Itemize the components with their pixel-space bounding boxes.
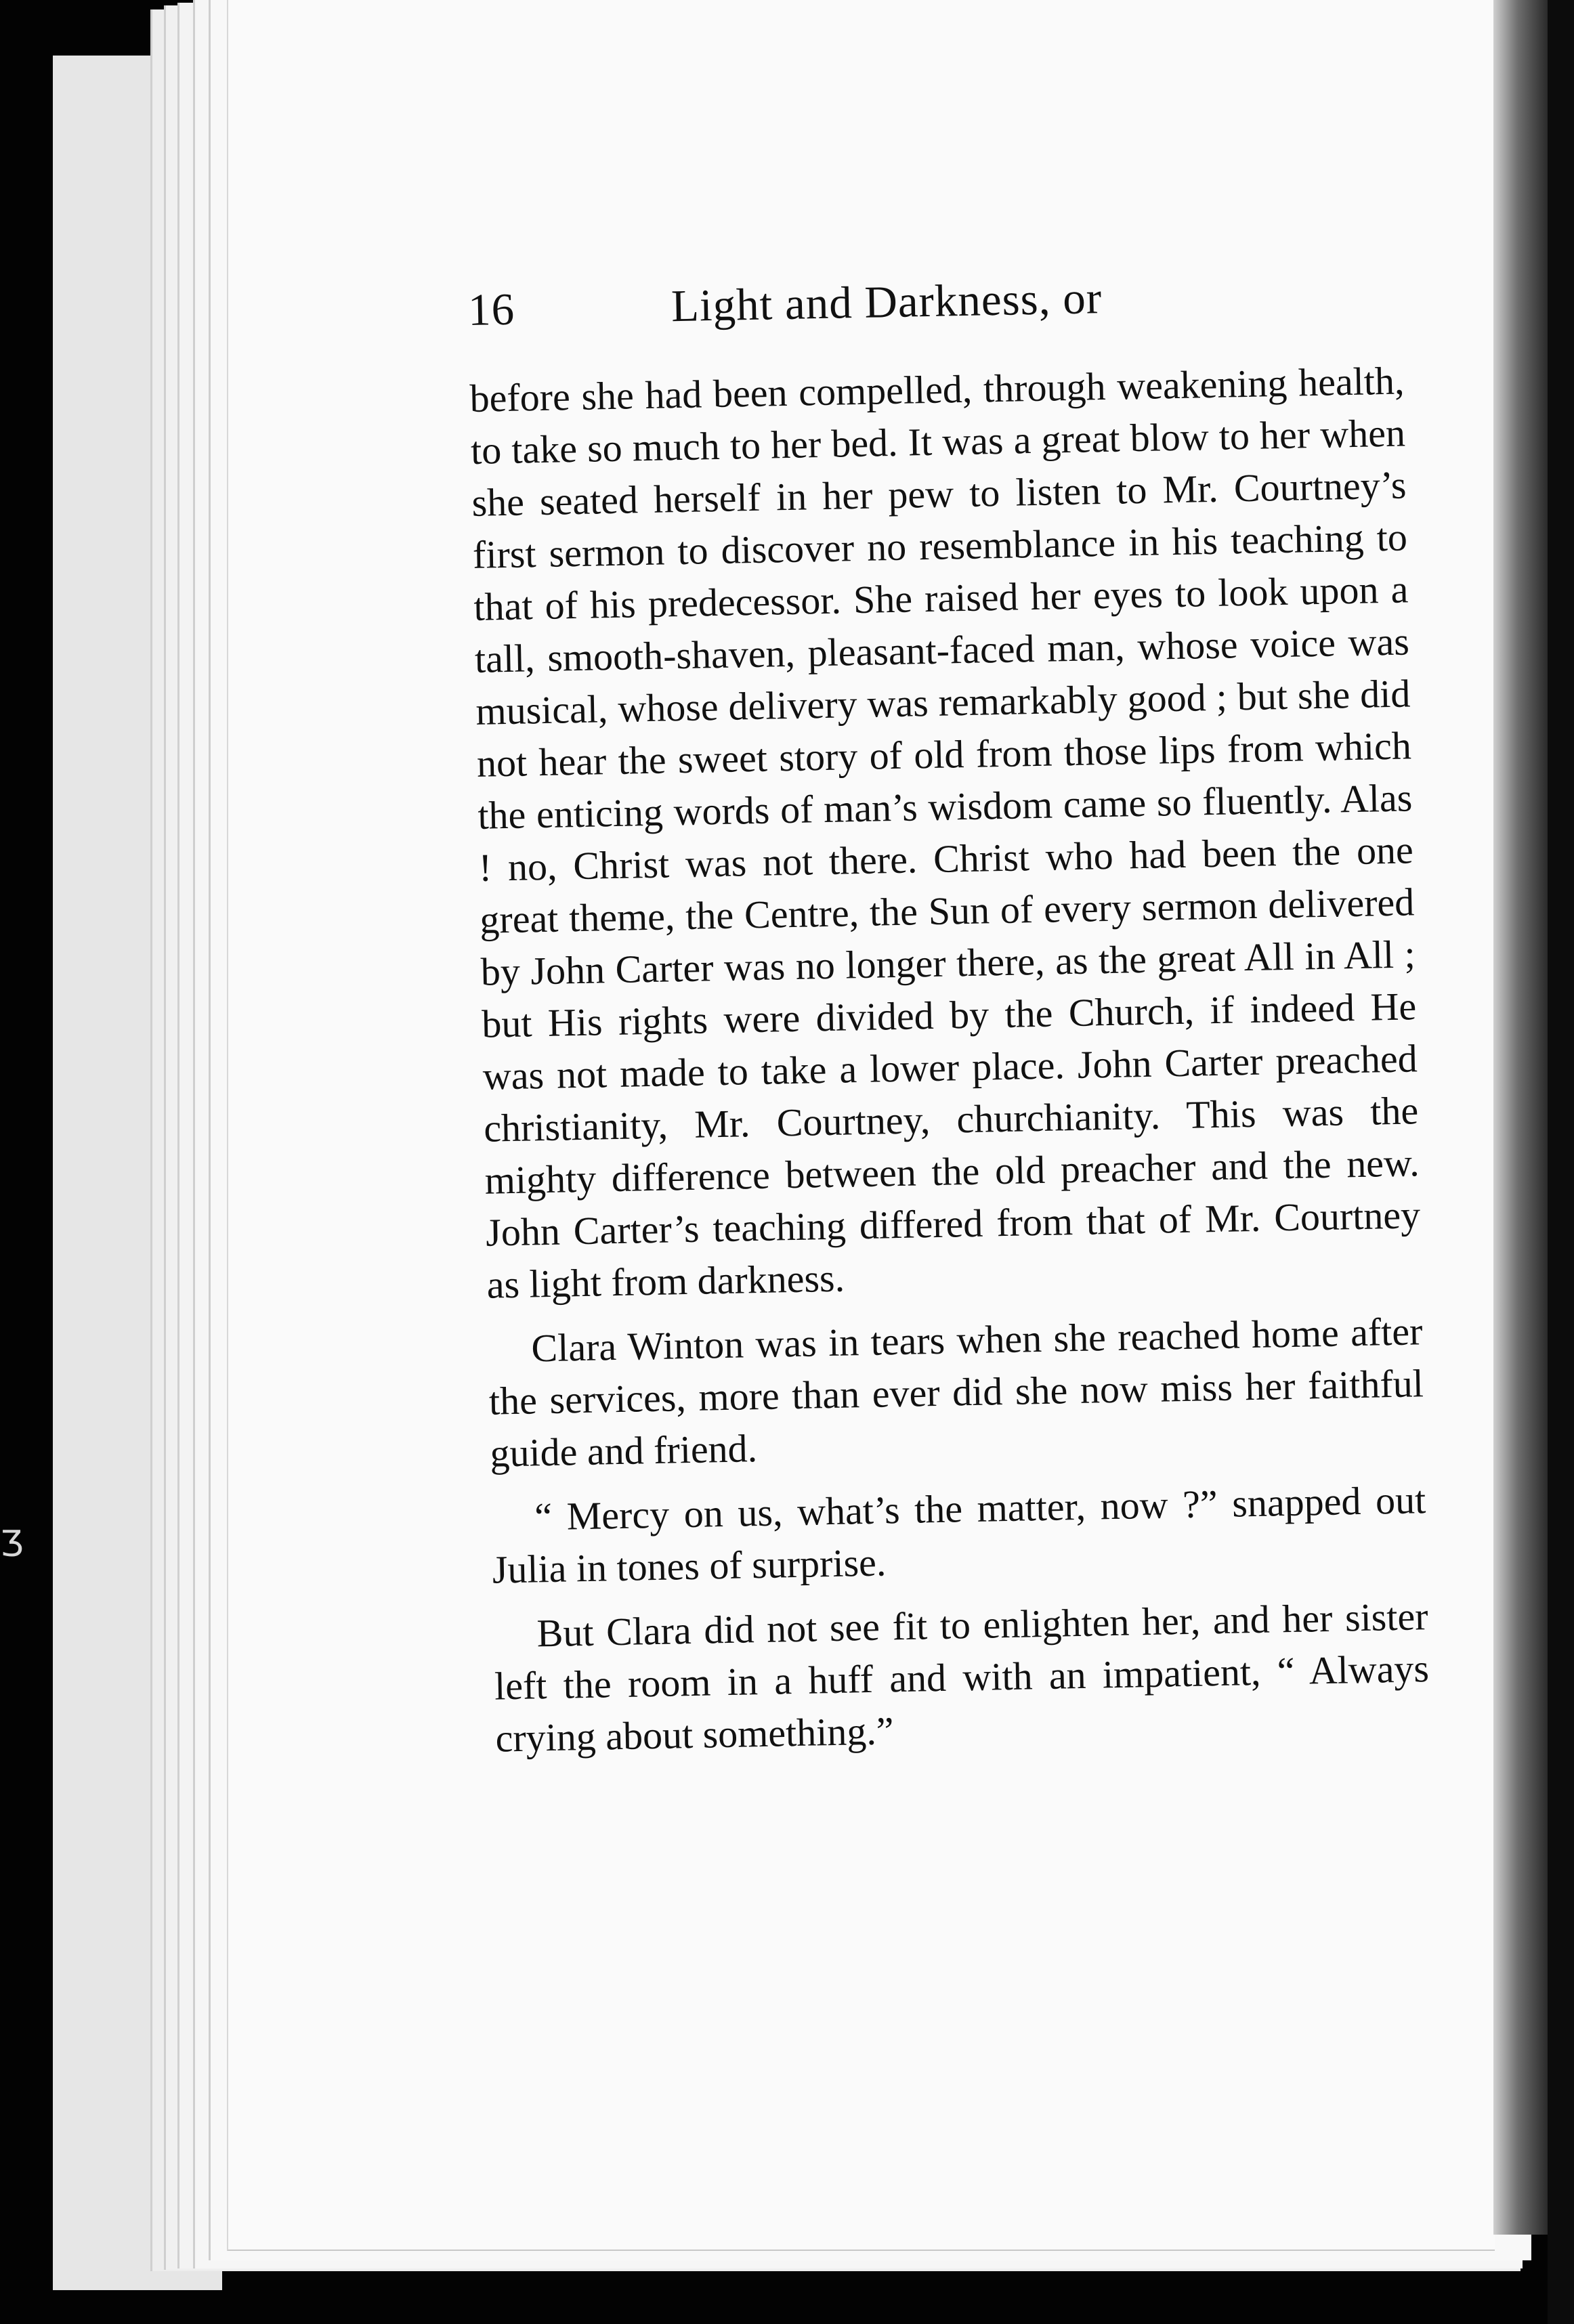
page-number: 16 [467, 284, 515, 335]
margin-mark: Ʒ [0, 1524, 24, 1564]
scan-border-right [1548, 0, 1574, 2324]
paragraph: Clara Winton was in tears when she reached home after the services, more than ever did she now miss her faithful guide and friend. [488, 1309, 1424, 1476]
paragraph: But Clara did not see fit to enlighten her, and her sister left the room in a huff and with an impatient, “ Always crying about something.” [494, 1594, 1430, 1761]
running-head [467, 253, 1403, 352]
page-text-block [467, 253, 1430, 1765]
running-head-title: Light and Darkness, or [671, 273, 1103, 332]
paragraph: “ Mercy on us, what’s the matter, now ?” snapped out Julia in tones of surprise. [492, 1478, 1426, 1592]
page-gutter-shadow [1493, 0, 1548, 2235]
paragraph: before she had been compelled, through weakening health, to take so much to her bed. It was a great blow to her when she seated herself in her pew to listen to Mr. Courtney’s first sermon to discover no resemblance in his teaching to that of his predecessor. She raised her eyes to look upon a tall, smooth-shaven, pleasant-faced man, whose voice was musical, whose delivery was remarkably good ; but she did not hear the sweet story of old from those lips from which the enticing words of man’s wisdom came so fluently. Alas ! no, Christ was not there. Christ who had been the one great theme, the Centre, the Sun of every sermon delivered by John Carter was no longer there, as the great All in All ; but His rights were divided by the Church, if indeed He was not made to take a lower place. John Carter preached christianity, Mr. Courtney, churchianity. This was the mighty difference between the old preacher and the new. John Carter’s teaching differed from that of Mr. Courtney as light from darkness. [469, 358, 1421, 1307]
